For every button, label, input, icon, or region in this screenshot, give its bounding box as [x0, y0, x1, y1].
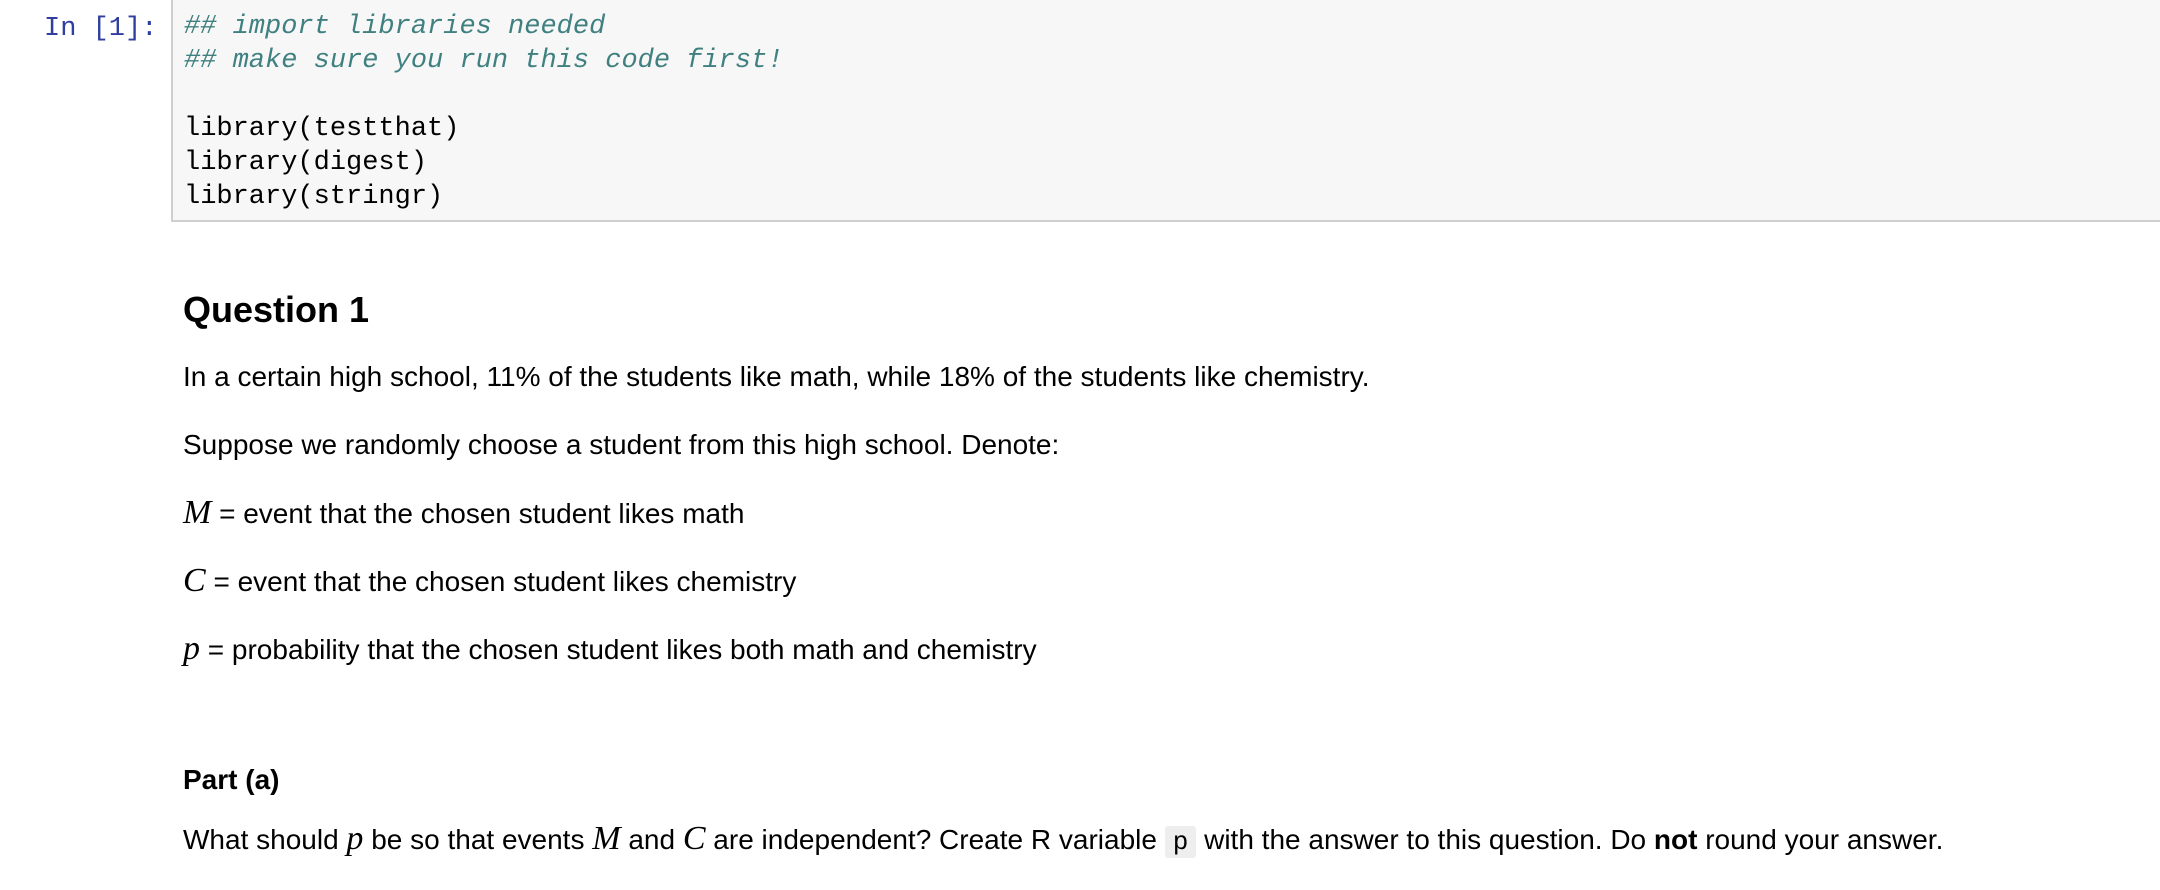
- definition-c-text: = event that the chosen student likes chemistry: [205, 566, 797, 597]
- question-text-5: with the answer to this question. Do: [1196, 824, 1654, 855]
- definition-m-text: = event that the chosen student likes math: [211, 498, 745, 529]
- inline-code-p: p: [1165, 826, 1197, 858]
- emphasis-not: not: [1653, 824, 1698, 855]
- definition-c: [183, 563, 2143, 600]
- code-editor[interactable]: [184, 10, 784, 214]
- code-line-comment-1: ## import libraries needed: [184, 12, 606, 42]
- question-heading: Question 1: [183, 289, 370, 330]
- definition-m: [183, 495, 2143, 532]
- math-symbol-p: p: [183, 630, 200, 667]
- code-cell[interactable]: [171, 0, 2160, 222]
- math-symbol-p-inline: p: [346, 820, 364, 857]
- code-line-comment-2: ## make sure you run this code first!: [184, 46, 784, 76]
- definition-p-text: = probability that the chosen student likes both math and chemistry: [200, 634, 1037, 665]
- question-text-6: round your answer.: [1697, 824, 1944, 855]
- question-text-1: What should: [183, 824, 347, 855]
- code-line-digest: library(digest): [184, 148, 428, 178]
- code-line-blank: [184, 78, 784, 112]
- math-symbol-c: C: [183, 562, 206, 599]
- math-symbol-m: M: [183, 494, 212, 531]
- question-paragraph: [183, 821, 2143, 860]
- suppose-paragraph: Suppose we randomly choose a student from this high school. Denote:: [183, 429, 1060, 460]
- intro-paragraph: In a certain high school, 11% of the students like math, while 18% of the students like chemistry.: [183, 361, 1370, 392]
- definition-p: [183, 631, 2143, 668]
- code-line-testthat: library(testthat): [184, 114, 460, 144]
- question-text-3: and: [620, 824, 683, 855]
- question-text-4: are independent? Create R variable: [705, 824, 1165, 855]
- math-symbol-m-inline: M: [592, 820, 621, 857]
- part-heading: Part (a): [183, 764, 280, 795]
- question-text-2: be so that events: [363, 824, 593, 855]
- math-symbol-c-inline: C: [682, 820, 706, 857]
- code-line-stringr: library(stringr): [184, 182, 444, 212]
- input-prompt: In [1]:: [44, 14, 158, 44]
